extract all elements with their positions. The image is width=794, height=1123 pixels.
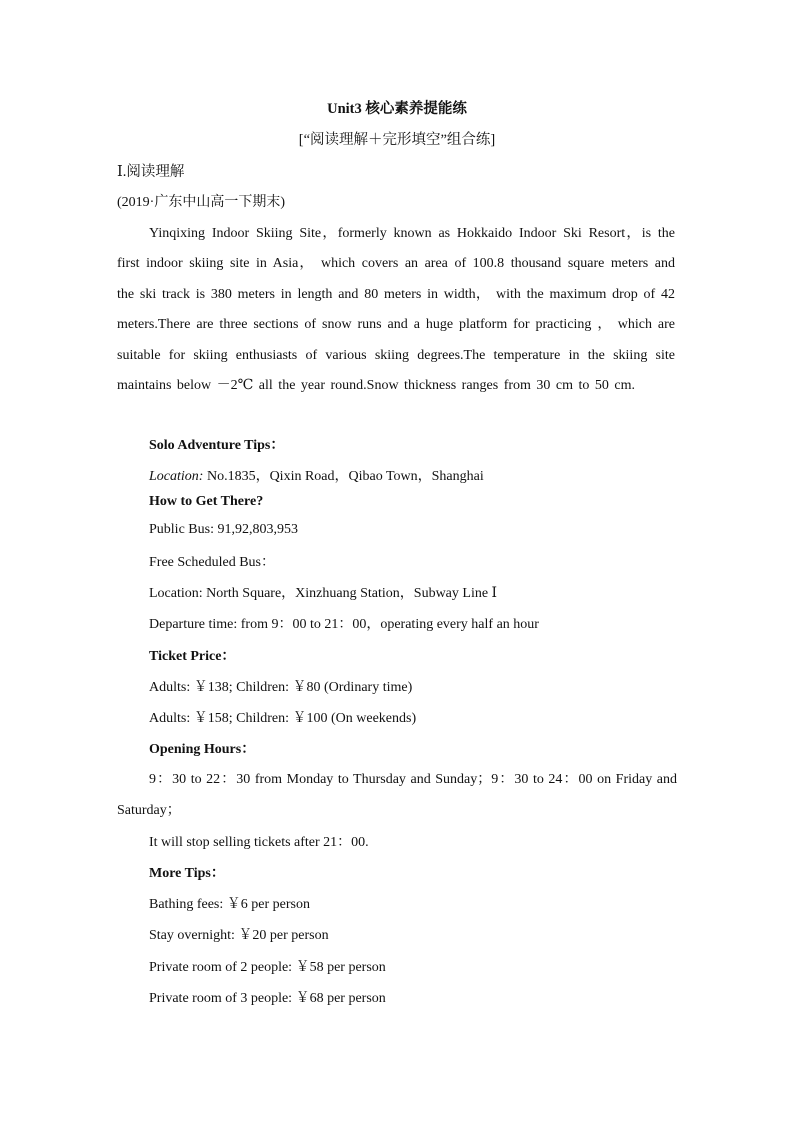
- solo-tips-heading: Solo Adventure Tips：: [149, 438, 285, 453]
- ticket-weekends-line: Adults: ￥158; Children: ￥100 (On weekends): [149, 711, 417, 726]
- opening-hours-heading: Opening Hours：: [149, 742, 256, 757]
- location-value: No.1835，Qixin Road，Qibao Town，Shanghai: [203, 469, 484, 484]
- bathing-fees-line: Bathing fees: ￥6 per person: [149, 897, 310, 912]
- page-title: Unit3 核心素养提能练: [327, 101, 467, 117]
- page-subtitle: [“阅读理解＋完形填空”组合练]: [298, 132, 496, 148]
- source-citation: (2019·广东中山高一下期末): [117, 195, 285, 210]
- free-bus-location-line: Location: North Square，Xinzhuang Station，Subway Line Ⅰ: [149, 586, 498, 601]
- ticket-ordinary-line: Adults: ￥138; Children: ￥80 (Ordinary time): [149, 680, 413, 695]
- location-label: Location:: [149, 469, 204, 484]
- opening-hours-schedule: 9：30 to 22：30 from Monday to Thursday and Sunday；9：30 to 24：00 on Friday and Saturday；: [117, 772, 677, 818]
- ticket-price-heading: Ticket Price：: [149, 649, 236, 664]
- section-label: Ⅰ.阅读理解: [117, 164, 185, 180]
- more-tips-heading: More Tips：: [149, 866, 225, 881]
- departure-line: Departure time: from 9：00 to 21：00，operating every half an hour: [149, 617, 539, 632]
- stop-selling-line: It will stop selling tickets after 21：00.: [149, 835, 369, 850]
- directions-heading: How to Get There?: [149, 494, 264, 509]
- free-bus-line: Free Scheduled Bus：: [149, 555, 275, 570]
- private-room-3-line: Private room of 3 people: ￥68 per person: [149, 991, 386, 1006]
- passage-paragraph: Yinqixing Indoor Skiing Site，formerly known as Hokkaido Indoor Ski Resort，is the first indoor skiing site in Asia， which covers an area of 100.8 thousand square meters and the ski track is 380 meters in length and 80 meters in width， with the maximum drop of 42 meters.There are three sections of snow runs and a huge platform for practicing ， which are suitable for skiing enthusiasts of various skiing degrees.The temperature in the skiing site maintains below －2℃ all the year round.Snow thickness ranges from 30 cm to 50 cm.: [117, 226, 675, 394]
- location-line: [149, 465, 484, 485]
- stay-overnight-line: Stay overnight: ￥20 per person: [149, 928, 329, 943]
- public-bus-line: Public Bus: 91,92,803,953: [149, 522, 298, 537]
- private-room-2-line: Private room of 2 people: ￥58 per person: [149, 960, 386, 975]
